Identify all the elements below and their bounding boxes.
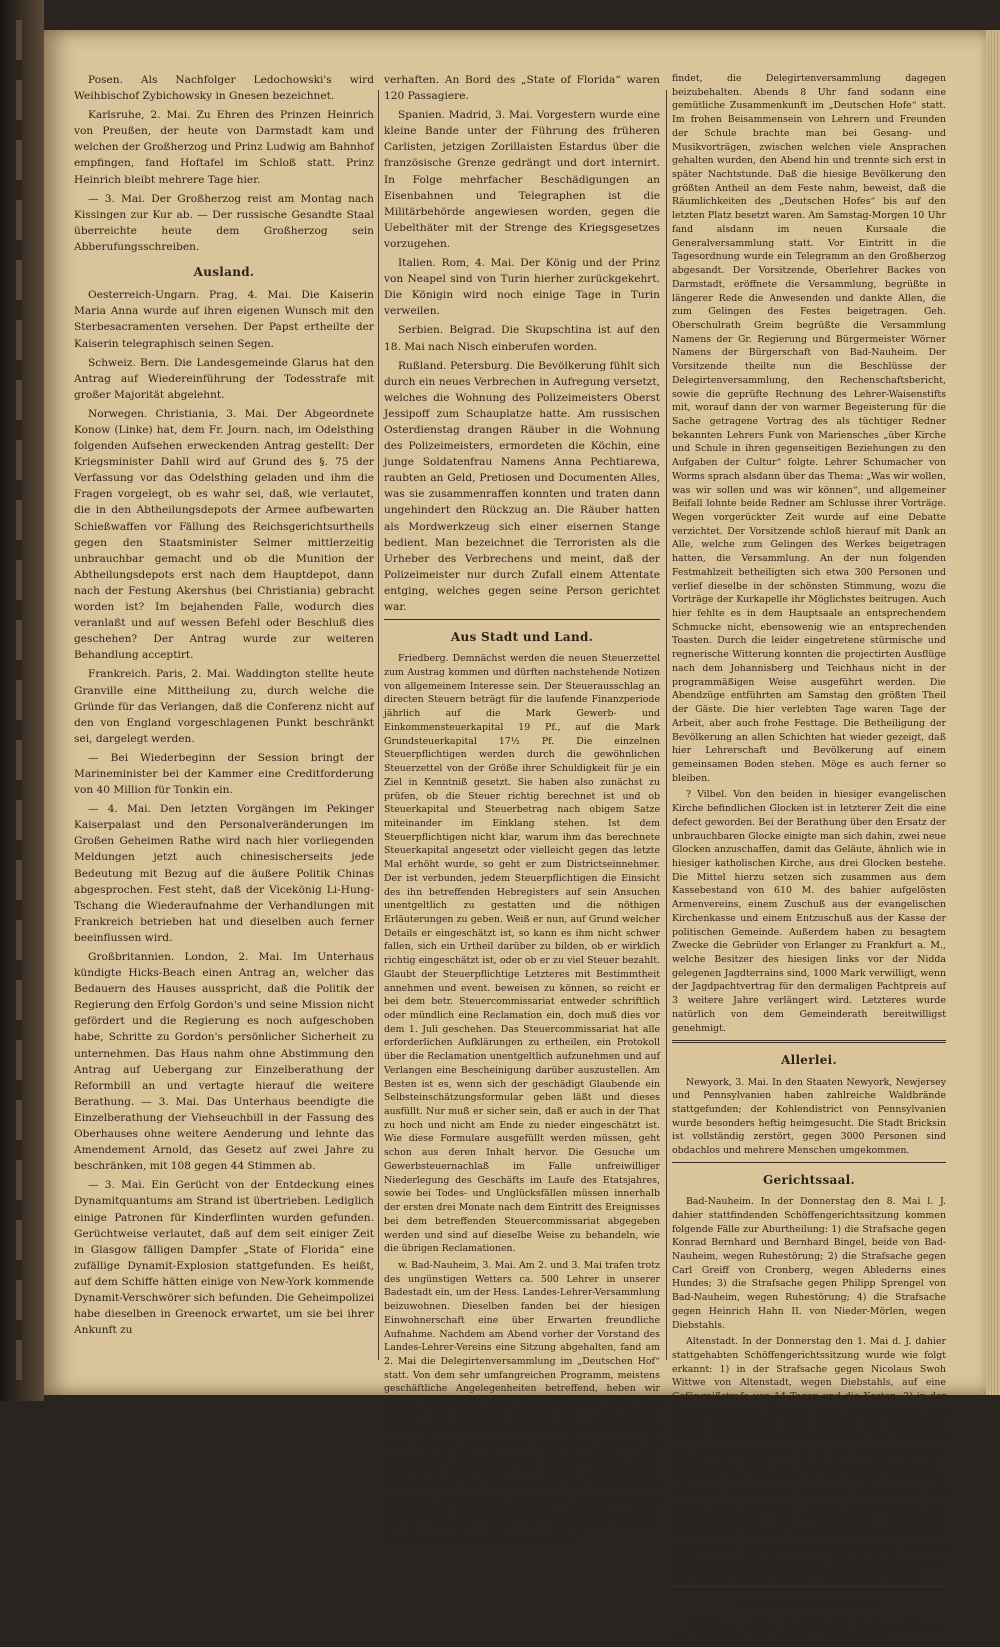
article-continued: verhaften. An Bord des „State of Florida“ waren 120 Passagiere. — [384, 74, 660, 103]
page-edges — [986, 30, 1000, 1395]
divider — [672, 1586, 946, 1587]
column-3 — [672, 72, 946, 1646]
article-norwegen: Norwegen. Christiania, 3. Mai. Der Abgeordnete Konow (Linke) hat, dem Fr. Journ. nach, im Odelsthing folgenden Aufsehen erweckenden Antrag gestellt: Der Kriegsminister Dahll wird auf Grund des §. 75 der Verfassung vor das Odelsthing geladen und ihm die Fragen vorgelegt, ob es wahr sei, daß, wie verlautet, die in den Abtheilungsdepots der Armee aufbewarten Schießwaffen vor Fällung des Reichsgerichtsurtheils gegen den Staatsminister Selmer mittlerzeitig unbrauchbar gemacht und ob die Munition der Abtheilungsdepots erst nach dem Hauptdepot, dann nach der Festung Akershus (bei Christiania) gebracht worden ist? Im bejahenden Falle, wodurch dies veranlaßt und auf wessen Befehl oder Beschluß dies geschehen? Der Antrag wurde zur weiteren Behandlung acceptirt. — [74, 407, 374, 662]
divider — [672, 1162, 946, 1163]
article-posen: Posen. Als Nachfolger Ledochowski's wird Weihbischof Zybichowsky in Gnesen bezeichnet. — [74, 74, 374, 103]
article-spanien: Spanien. Madrid, 3. Mai. Vorgestern wurde eine kleine Bande unter der Führung des früheren Carlisten, jetzigen Zorillaisten Estardus über die französische Grenze gedrängt und dort internirt. In Folge mehrfacher Beschädigungen an Eisenbahnen und Telegraphen ist die Militärbehörde angewiesen worden, gegen die Uebelthäter mit der Strenge des Kriegsgesetzes vorzugehen. — [384, 109, 660, 250]
article-karlsruhe-2: — 3. Mai. Der Großherzog reist am Montag nach Kissingen zur Kur ab. — Der russische Gesandte Staal überreichte heute dem Großherzog sein Abberufungsschreiben. — [74, 192, 374, 253]
column-2 — [384, 72, 660, 1546]
column-1 — [74, 72, 374, 1372]
article-serbien: Serbien. Belgrad. Die Skupschtina ist auf den 18. Mai nach Nisch einberufen worden. — [384, 324, 660, 353]
section-heading-gerichtssaal: Gerichtssaal. — [762, 1172, 856, 1187]
spine-stitch — [16, 20, 22, 1380]
article-newyork: Newyork, 3. Mai. In den Staaten Newyork, Newjersey und Pennsylvanien haben zahlreiche Waldbrände stattgefunden; der Kohlendistrict von Pennsylvanien wurde besonders heftig heimgesucht. Die Stadt Bricksin ist vollständig zerstört, gegen 3000 Personen sind obdachlos und mehrere Menschen umgekommen. — [672, 1076, 946, 1157]
article-gericht-altenstadt: Altenstadt. In der Donnerstag den 1. Mai d. J. dahier stattgehabten Schöffengerichtssitzung wurde wie folgt erkannt: 1) in der Strafsache gegen Nicolaus Swoh Wittwe von Altenstadt, wegen Diebstahls, auf eine Gefängnißstrafe von 14 Tagen und die Kosten; 2) in der Strafsache gegen Heinrich Kraß von Lindheim und dessen Dienstknecht Ernst Gerlach von Düdelsheim, wegen gemeingefährlichen Vergehens, auf Vertagung der Hauptverhandlung; 3) in der Strafsache gegen Friedrich Carl Kraft, Leo Altenheim und Conr. Blum III., sämmtlich von Höchst a. d. N., wegen Widerstands gegen die Staatsgewalt und bezw. Mißhandlung, und gegen Leo Altenheim, wegen Uebertretung der Feiertagsheiligkeit, auf Freisprechung sämmtlicher Angeklagten, dagegen auf Tragung der Kosten ihrer Betheiligung; 4) in der Strafsache gegen Jobs. Sperling Ehefrau von Haimchen, wegen Pfandveräußerung, auf eine Gefängnißstrafe von drei Tagen und die Kosten. — [672, 1336, 946, 1581]
article-grossbritannien: Großbritannien. London, 2. Mai. Im Unterhaus kündigte Hicks-Beach einen Antrag an, welcher das Bedauern des Hauses ausspricht, daß die Politik der Regierung den Erfolg Gordon's und seine Mission nicht gefördert und die Regierung es noch aufgeschoben habe, Schritte zu Gordon's persönlicher Sicherheit zu unternehmen. Das Haus nahm ohne Abstimmung den Antrag auf Uebergang zur Einzelberathung der Reformbill an und vertagte hierauf die weitere Berathung. — 3. Mai. Das Unterhaus beendigte die Einzelberathung der Viehseuchbill in der Fassung des Oberhauses ohne weitere Aenderung und lehnte das Amendement Arnold, das Gesetz auf zwei Jahre zu beschränken, mit 108 gegen 44 Stimmen ab. — [74, 951, 374, 1173]
book-binding — [0, 0, 44, 1401]
divider — [672, 1040, 946, 1043]
article-oesterreich: Oesterreich-Ungarn. Prag, 4. Mai. Die Kaiserin Maria Anna wurde auf ihren eigenen Wunsch mit den Sterbesacramenten versehen. Der Papst ertheilte der Kaiserin telegraphisch seinen Segen. — [74, 289, 374, 350]
column-rule — [666, 90, 667, 1360]
section-heading-allerlei: Allerlei. — [780, 1053, 837, 1068]
article-vilbel: ? Vilbel. Von den beiden in hiesiger evangelischen Kirche befindlichen Glocken ist in letzterer Zeit die eine defect geworden. Bei der Berathung über den Ersatz der unbrauchbaren Glocke einigte man sich dahin, zwei neue Glocken anzuschaffen, damit das Geläute, ähnlich wie in hiesiger katholischen Kirche, aus drei Glocken bestehe. Die Mittel hierzu setzen sich zusammen aus dem Kassebestand von 610 M. des bahier aufgelösten Armenvereins, einem Zuschuß aus der evangelischen Kirchenkasse und einem Entzuschuß aus der Kasse der politischen Gemeinde. Außerdem haben zu besagtem Zwecke die Gebrüder von Erlanger zu Frankfurt a. M., welche Besitzer des hiesigen links vor der Nidda gelegenen Jagdterrains sind, 1000 Mark verwilligt, wenn der Jagdpachtvertrag für den dermaligen Pachtpreis auf 3 weitere Jahre verlängert wird. Letzteres wurde natürlich von dem Gemeinderath bereitwilligst genehmigt. — [672, 789, 946, 1034]
article-frankreich-3: — 4. Mai. Den letzten Vorgängen im Pekinger Kaiserpalast und den Personalveränderungen im Großen Geheimen Rathe wird nach hier vorliegenden Meldungen jetzt auch chinesischerseits jede Bedeutung mit Bezug auf die äußere Politik Chinas abgesprochen. Fest steht, daß der Vicekönig Li-Hung-Tschang die Wiederaufnahme der Verhandlungen mit Frankreich betrieben hat und dieselben auch ferner beeinflussen wird. — [74, 803, 374, 944]
article-friedberg: Friedberg. Demnächst werden die neuen Steuerzettel zum Austrag kommen und dürften nachstehende Notizen von allgemeinem Interesse sein. Der Steuerausschlag an directen Steuern beträgt für die laufende Finanzperiode jährlich auf die Mark Gewerb- und Einkommensteuerkapital 19 Pf., auf die Mark Grundsteuerkapital 17½ Pf. Die einzelnen Steuerpflichtigen werden durch die gewöhnlichen Steuerzettel von der Größe ihrer Schuldigkeit für je ein Ziel in Kenntniß gesetzt. Sie haben also zunächst zu prüfen, ob die Steuer richtig berechnet ist und ob Steuerkapital und Steuerbetrag nach obigem Satze miteinander im Einklang stehen. Ist dem Steuerpflichtigen nicht klar, warum ihm das berechnete Steuerkapital angesetzt oder vielleicht gegen das letzte Mal erhöht wurde, so geht er zum Districtseinnehmer. Der ist verbunden, jedem Steuerpflichtigen die Einsicht des ihn betreffenden Hebregisters auf sein Ansuchen unentgeltlich zu gestatten und die nöthigen Erläuterungen zu geben. Weiß er nun, auf Grund welcher Details er eingeschätzt ist, so kann es ihm nicht schwer fallen, sich ein Urtheil darüber zu bilden, ob er wirklich richtig eingeschätzt ist, oder ob er zu viel Steuer bezahlt. Glaubt der Steuerpflichtige Letzteres mit Bestimmtheit annehmen und event. beweisen zu können, so reicht er bei dem betr. Steuercommissariat entweder schriftlich oder mündlich eine Reclamation ein, doch muß dies vor dem 1. Juli geschehen. Das Steuercommissariat hat alle erforderlichen Aufklärungen zu ertheilen, ein Protokoll über die Reclamation unentgeltlich aufzunehmen und auf Verlangen eine Bescheinigung darüber auszustellen. Am Besten ist es, wenn sich der geschädigt Glaubende ein Selbsteinschätzungsformular geben läßt und dieses ausfüllt. Nur muß er sicher sein, daß er auch in der That zu hoch und nicht am Ende zu nieder eingeschätzt ist. Wie diese Formulare ausgefüllt werden müssen, geht schon aus deren Inhalt hervor. Die Gesuche um Gewerbsteuernachlaß im Falle unfreiwilliger Niederlegung des Geschäfts im Laufe des Etatsjahres, sowie bei Todes- und Unglücksfällen müssen innerhalb der ersten drei Monate nach dem Eintritt des Ereignisses bei dem betreffenden Steuercommissariat abgegeben werden und sind auf dieselbe Weise zu behandeln, wie die übrigen Reclamationen. — [384, 653, 660, 1255]
article-wochenmarkt: Friedberg, 3. Mai. Wochenmarkt. Butter kostete per Pfd. 0.90—1.00, Eier 1 Stück 5, 2 Stück 9 Pf. — [672, 1620, 946, 1646]
section-heading-stadt-und-land: Aus Stadt und Land. — [450, 630, 594, 645]
divider — [384, 619, 660, 620]
article-frankreich-2: — Bei Wiederbeginn der Session bringt der Marineminister bei der Kammer eine Creditforderung von 40 Million für Tonkin ein. — [74, 751, 374, 797]
article-italien: Italien. Rom, 4. Mai. Der König und der Prinz von Neapel sind von Turin hierher zurückgekehrt. Die Königin wird noch einige Tage in Turin verweilen. — [384, 257, 660, 318]
article-grossbritannien-2: — 3. Mai. Ein Gerücht von der Entdeckung eines Dynamitquantums am Strand ist übertrieben. Lediglich einige Patronen für Kinderflinten wurden gefunden. Gerüchtweise verlautet, daß auf dem seit einiger Zeit in Glasgow fälligen Dampfer „State of Florida“ eine zufällige Dynamit-Explosion stattgefunden. Es heißt, auf dem Schiffe hätten einige von New-York kommende Dynamit-Verschwörer sich befunden. Die Geheimpolizei habe dieselben in Greenock erwartet, um sie bei ihrer Ankunft zu — [74, 1179, 374, 1337]
article-frankreich: Frankreich. Paris, 2. Mai. Waddington stellte heute Granville eine Mittheilung zu, durch welche die Gründe für das Verlangen, daß die Conferenz nicht auf den von England vorgeschlagenen Punkt beschränkt sei, dargelegt werden. — [74, 668, 374, 745]
article-schweiz: Schweiz. Bern. Die Landesgemeinde Glarus hat den Antrag auf Wiedereinführung der Todesstrafe mit großer Majorität abgelehnt. — [74, 356, 374, 401]
section-heading-ausland: Ausland. — [193, 265, 255, 280]
article-karlsruhe: Karlsruhe, 2. Mai. Zu Ehren des Prinzen Heinrich von Preußen, der heute von Darmstadt kam und welchen der Großherzog und Prinz Ludwig am Bahnhof empfingen, fand Hoftafel im Schloß statt. Prinz Heinrich bleibt mehrere Tage hier. — [74, 109, 374, 186]
article-continued: findet, die Delegirtenversammlung dagegen beizubehalten. Abends 8 Uhr fand sodann eine gemütliche Zusammenkunft im „Deutschen Hofe“ statt. Im frohen Beisammensein von Lehrern und Freunden der Schule brachte man bei Gesang- und Musikvorträgen, zwischen welchen viele Ansprachen gehalten wurden, den Abend hin und trennte sich erst in später Nachtstunde. Daß die hiesige Bevölkerung den größten Antheil an dem Feste nahm, beweist, daß die Räumlichkeiten des „Deutschen Hofes“ bis auf den letzten Platz besetzt waren. Am Samstag-Morgen 10 Uhr fand alsdann im neuen Kursaale die Generalversammlung statt. Vor Eintritt in die Tagesordnung wurde ein Telegramm an den Großherzog abgesandt. Der Vorsitzende, Oberlehrer Backes von Darmstadt, eröffnete die Versammlung, begrüßte in längerer Rede die Anwesenden und dankte Allen, die zum Gelingen des Festes beigetragen. Geh. Oberschulrath Greim begrüßte die Versammlung Namens der Gr. Regierung und Bürgermeister Wörner Namens der Bürgerschaft von Bad-Nauheim. Der Vorsitzende theilte nun die Beschlüsse der Delegirtenversammlung, den Rechenschaftsbericht, sowie die geprüfte Rechnung des Lehrer-Waisenstifts mit, worauf dann der von warmer Begeisterung für die Sache getragene Vortrag des als tüchtiger Redner bekannten Lehrers Funk von Mariensches „über Kirche und Schule in ihren gegenseitigen Beziehungen zu den Aufgaben der Cultur“ folgte. Lehrer Schumacher von Worms sprach alsdann über das Thema: „Was wir wollen, was wir sollen und was wir können“, und allgemeiner Beifall lohnte beide Redner am Schlusse ihrer Vorträge. Wegen vorgerückter Zeit wurde auf eine Debatte verzichtet. Der Vorsitzende schloß hierauf mit Dank an Alle, welche zum Gelingen des Werkes beigetragen hatten, die Versammlung. An der nun folgenden Festmahlzeit betheiligten sich etwa 300 Personen und verlief dieselbe in der schönsten Stimmung, wozu die Vorträge der Kurkapelle ihr Möglichstes beitrugen. Auch hier fehlte es in dem Hauptsaale an entsprechendem Schmucke nicht, ebensowenig wie an entsprechenden Toasten. Durch die leider eingetretene stürmische und regnerische Witterung konnten die projectirten Ausflüge nach dem Johannisberg und Teichhaus nicht in der programmäßigen Weise ausgeführt werden. Die Abendzüge entführten am Samstag den größten Theil der Gäste. Die hier verlebten Tage waren Tage der Arbeit, aber auch frohe Festtage. Die Betheiligung der Bevölkerung an allen Schichten hat wieder gezeigt, daß hier Lehrerschaft und Bevölkerung auf einem gemeinsamen Boden stehen. Möge es auch ferner so bleiben. — [672, 73, 946, 784]
article-gericht-nauheim: Bad-Nauheim. In der Donnerstag den 8. Mai l. J. dahier stattfindenden Schöffengerichtssitzung kommen folgende Fälle zur Aburtheilung: 1) die Strafsache gegen Konrad Bernhard und Bernhard Bingel, beide von Bad-Nauheim, wegen Ruhestörung; 2) die Strafsache gegen Carl Greiff von Cronberg, wegen Ablederns eines Hundes; 3) die Strafsache gegen Philipp Sprengel von Bad-Nauheim, wegen Ruhestörung; 4) die Strafsache gegen Heinrich Hahn II. von Nieder-Mörlen, wegen Diebstahls. — [672, 1196, 946, 1331]
section-heading-handel: Handel und Verkehr. — [736, 1597, 882, 1612]
article-bad-nauheim: w. Bad-Nauheim, 3. Mai. Am 2. und 3. Mai trafen trotz des ungünstigen Wetters ca. 500 Lehrer in unserer Badestadt ein, um der Hess. Landes-Lehrer-Versammlung beizuwohnen. Dieselben fanden bei der hiesigen Einwohnerschaft eine über Erwarten freundliche Aufnahme. Nachdem am Abend vorher der Vorstand des Landes-Lehrer-Vereins eine Sitzung abgehalten, fand am 2. Mai die Delegirtenversammlung im „Deutschen Hof“ statt. Von dem sehr umfangreichen Programm, meistens geschäftliche Angelegenheiten betreffend, heben wir hervor: Berathung und Beschlußfassung über den Entwurf der revidirten Statuten des Landes-Lehrer-Vereins und des Lehrer-Waisenstifts sowie die Gründung eines Vereins provisorisch angestellter Lehrer zu gegenseitiger Unterstützung in Krankheitsfällen, welch sämmtliche Gegenstände mit einigen unwesentlichen Modificationen die Genehmigung der Versammlung erhielten. Am Schlusse wurde noch beschlossen, die nächstjährige Generalversammlung ausfallen zu lassen, da im nächsten Jahre die allgemeine deutsche Lehrerversammlung in Darmstadt statt- — [384, 1259, 660, 1546]
column-rule — [378, 90, 379, 1360]
article-russland: Rußland. Petersburg. Die Bevölkerung fühlt sich durch ein neues Verbrechen in Aufregung versetzt, welches die Wohnung des Polizeimeisters Oberst Jessipoff zum Schauplatze hatte. Am russischen Osterdienstag drangen Räuber in die Wohnung des Polizeimeisters, ermordeten die Köchin, eine junge Soldatenfrau Namens Anna Pechtiarewa, raubten an Geld, Pretiosen und Documenten Alles, was sie zusammenraffen konnten und traten dann ungehindert den Rückzug an. Die Räuber hatten als Mordwerkzeug sich einer eisernen Stange bedient. Man bezeichnet die Terroristen als die Urheber des Verbrechens und meint, daß der Polizeimeister nur durch Zufall einem Attentate entging, welches gegen seine Person gerichtet war. — [384, 359, 660, 613]
